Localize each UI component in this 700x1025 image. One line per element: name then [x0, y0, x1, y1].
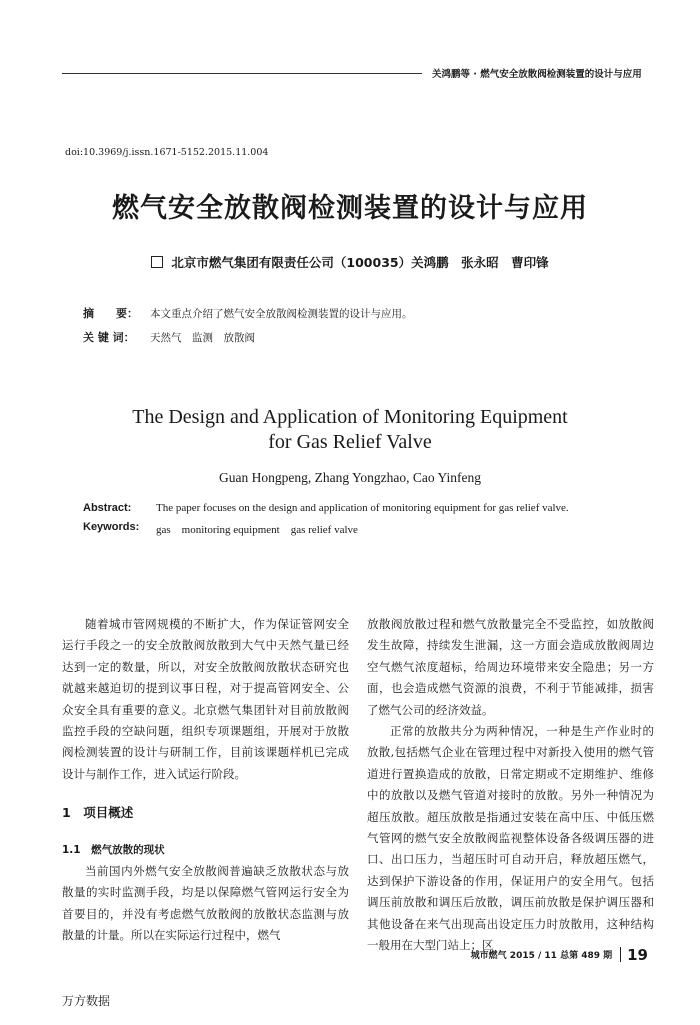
authors-zh-text: 北京市燃气集团有限责任公司（100035）关鸿鹏 张永昭 曹印锋: [171, 255, 549, 270]
body-paragraph: 随着城市管网规模的不断扩大，作为保证管网安全运行手段之一的安全放散阀放散到大气中天然气量已经达到一定的数量，所以，对安全放散阀放散状态研究也就越来越迫切的提到议事日程，对于提高管网安全、公众安全具有重要的意义。北京燃气集团针对目前放散阀监控手段的空缺问题，组织专项课题组，开展对于放散阀检测装置的设计与研制工作，目前该课题样机已完成设计与制作工作，进入试运行阶段。: [62, 617, 349, 781]
header-rule: [62, 73, 422, 74]
body-paragraph: 放散阀放散过程和燃气放散量完全不受监控，如放散阀发生故障，持续发生泄漏，这一方面会造成放散阀周边空气燃气浓度超标，给周边环境带来安全隐患；另一方面，也会造成燃气资源的浪费，不利于节能减排，损害了燃气公司的经济效益。: [367, 617, 654, 717]
journal-info: 城市燃气 2015 / 11 总第 489 期: [470, 951, 613, 961]
title-en-line2: for Gas Relief Valve: [268, 431, 432, 453]
abstract-zh-text: 本文重点介绍了燃气安全放散阀检测装置的设计与应用。: [150, 308, 413, 320]
title-zh: 燃气安全放散阀检测装置的设计与应用: [112, 193, 588, 224]
body-left-column: [62, 614, 349, 947]
section-heading: 1 项目概述: [62, 805, 134, 821]
body-paragraph: 当前国内外燃气安全放散阀普遍缺乏放散状态与放散量的实时监测手段，均是以保障燃气管网运行安全为首要目的，并没有考虑燃气放散阀的放散状态监测与放散量的计量。所以在实际运行过程中，燃气: [62, 864, 349, 943]
keywords-en-label: Keywords:: [83, 521, 140, 533]
footer-divider: [620, 947, 621, 962]
subsection-heading: 1.1 燃气放散的现状: [62, 843, 165, 856]
body-paragraph: 正常的放散共分为两种情况，一种是生产作业时的放散,包括燃气企业在管理过程中对新投入使用的燃气管道进行置换造成的放散，日常定期或不定期维护、维修中的放散以及燃气管道对接时的放散。另外一种情况为超压放散。超压放散是指通过安装在高中压、中低压燃气管网的燃气安全放散阀监视整体设备各级调压器的进口、出口压力，当超压时可自动开启，释放超压燃气，达到保护下游设备的作用，保证用户的安全用气。包括调压前放散和调压后放散，调压前放散是保护调压器和其他设备在来气出现高出设定压力时放散用，这种结构一般用在大型门站上；区: [367, 724, 654, 953]
running-header: 关鸿鹏等 · 燃气安全放散阀检测装置的设计与应用: [432, 69, 642, 80]
watermark: 万方数据: [62, 994, 111, 1008]
abstract-en-text: The paper focuses on the design and application of monitoring equipment for gas relief valve.: [156, 502, 569, 514]
body-right-column: [367, 614, 654, 957]
keywords-zh-label: 关 键 词：: [83, 331, 135, 344]
keywords-zh-text: 天然气 监测 放散阀: [150, 332, 255, 344]
keywords-en-text: gas monitoring equipment gas relief valve: [156, 524, 358, 536]
page-number: 19: [627, 946, 648, 964]
title-en-line1: The Design and Application of Monitoring Equipment: [132, 406, 568, 428]
abstract-zh-label: 摘 要：: [83, 307, 138, 320]
square-icon: [151, 256, 163, 268]
title-en: [0, 405, 700, 455]
abstract-en-label: Abstract:: [83, 502, 132, 514]
authors-zh: [0, 253, 700, 271]
authors-en: Guan Hongpeng, Zhang Yongzhao, Cao Yinfeng: [219, 470, 481, 485]
doi: doi:10.3969/j.issn.1671-5152.2015.11.004: [65, 147, 269, 158]
page-footer: [471, 946, 648, 964]
